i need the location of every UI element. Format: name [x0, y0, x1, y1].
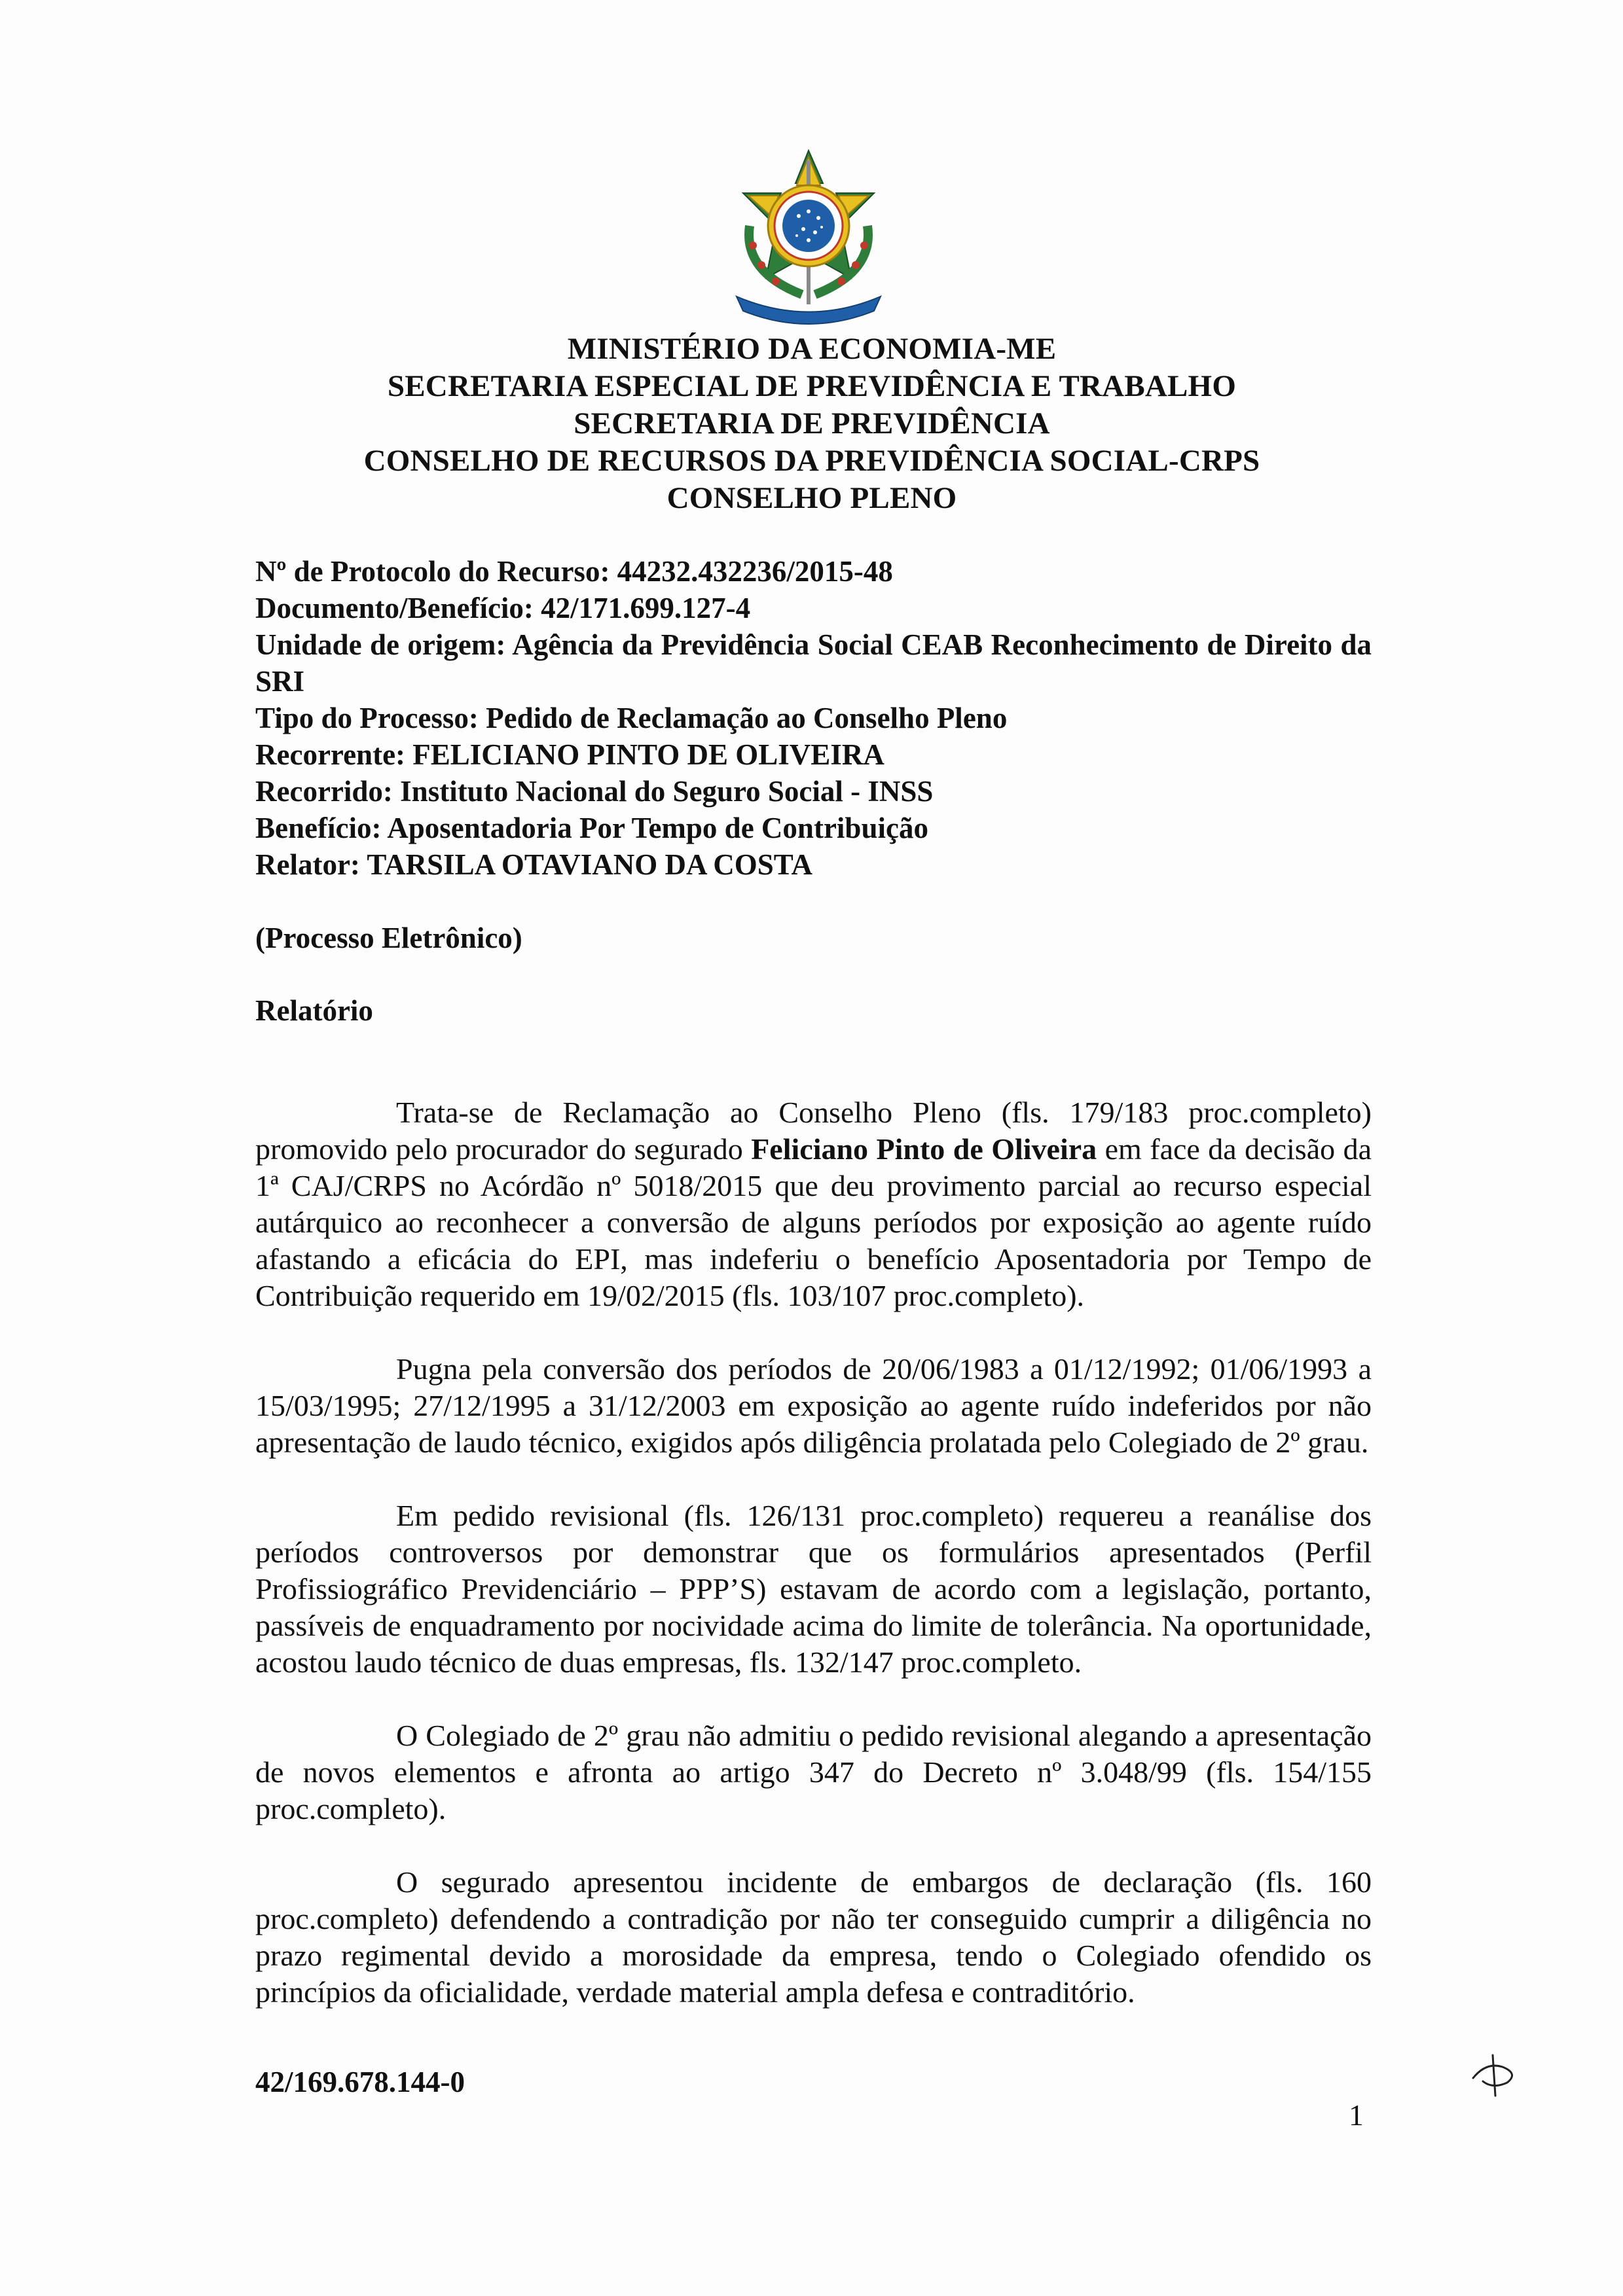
report-title: Relatório — [255, 994, 373, 1027]
appellee: Recorrido: Instituto Nacional do Seguro Social - INSS — [255, 775, 934, 808]
footer-document-number: 42/169.678.144-0 — [255, 2066, 465, 2098]
document-heading — [255, 331, 1368, 517]
heading-plenary: CONSELHO PLENO — [666, 481, 957, 515]
paragraph: O segurado apresentou incidente de embargos de declaração (fls. 160 proc.completo) defendendo a contradição por não ter conseguido cumprir a diligência no prazo regimental devido a morosidade da empresa, tendo o Colegiado ofendido os princípios da oficialidade, verdade material ampla defesa e contraditório. — [255, 1865, 1372, 2009]
origin-unit: Unidade de origem: Agência da Previdência Social CEAB Reconhecimento de Direito da SRI — [255, 628, 1372, 698]
report-body — [255, 1094, 1372, 2047]
rapporteur: Relator: TARSILA OTAVIANO DA COSTA — [255, 848, 812, 881]
paragraph: Em pedido revisional (fls. 126/131 proc.completo) requereu a reanálise dos períodos controversos por demonstrar que os formulários apresentados (Perfil Profissiográfico Previdenciário – PPP’S) estavam de acordo com a legislação, portanto, passíveis de enquadramento por nocividade acima do limite de tolerância. Na oportunidade, acostou laudo técnico de duas empresas, fls. 132/147 proc.completo. — [255, 1499, 1372, 1679]
paragraph-text: em face da decisão da 1ª CAJ/CRPS no Acórdão nº 5018/2015 que deu provimento parcial ao recurso especial autárquico ao reconhecer a conversão de alguns períodos por exposição ao agente ruído afastando a eficácia do EPI, mas indeferiu o benefício Aposentadoria por Tempo de Contribuição requerido em 19/02/2015 (fls. 103/107 proc.completo). — [255, 1132, 1372, 1312]
insured-name: Feliciano Pinto de Oliveira — [751, 1132, 1097, 1166]
paragraph — [255, 1094, 1372, 1314]
heading-secretariat-special: SECRETARIA ESPECIAL DE PREVIDÊNCIA E TRABALHO — [387, 369, 1237, 403]
document-benefit: Documento/Benefício: 42/171.699.127-4 — [255, 592, 751, 624]
heading-council: CONSELHO DE RECURSOS DA PREVIDÊNCIA SOCIAL-CRPS — [363, 444, 1260, 478]
benefit-type: Benefício: Aposentadoria Por Tempo de Contribuição — [255, 812, 928, 844]
protocol-number: Nº de Protocolo do Recurso: 44232.432236/2015-48 — [255, 555, 893, 588]
paragraph: Pugna pela conversão dos períodos de 20/06/1983 a 01/12/1992; 01/06/1993 a 15/03/1995; 27/12/1995 a 31/12/2003 em exposição ao agente ruído indeferidos por não apresentação de laudo técnico, exigidos após diligência prolatada pelo Colegiado de 2º grau. — [255, 1352, 1372, 1459]
heading-ministry: MINISTÉRIO DA ECONOMIA-ME — [567, 332, 1057, 366]
paragraph-text: Trata-se de Reclamação ao Conselho Pleno (fls. 179/183 proc.completo) promovido pelo procurador do segurado — [255, 1096, 1372, 1166]
handwritten-initial-icon — [1467, 2049, 1525, 2101]
paragraph: O Colegiado de 2º grau não admitiu o pedido revisional alegando a apresentação de novos elementos e afronta ao artigo 347 do Decreto nº 3.048/99 (fls. 154/155 proc.completo). — [255, 1719, 1372, 1825]
heading-secretariat: SECRETARIA DE PREVIDÊNCIA — [574, 406, 1050, 440]
process-type: Tipo do Processo: Pedido de Reclamação ao Conselho Pleno — [255, 702, 1008, 734]
case-information — [255, 553, 1372, 883]
page-number: 1 — [1349, 2098, 1364, 2132]
appellant: Recorrente: FELICIANO PINTO DE OLIVEIRA — [255, 738, 884, 771]
electronic-process-label: (Processo Eletrônico) — [255, 922, 522, 954]
brazil-coat-of-arms-icon — [723, 147, 894, 327]
